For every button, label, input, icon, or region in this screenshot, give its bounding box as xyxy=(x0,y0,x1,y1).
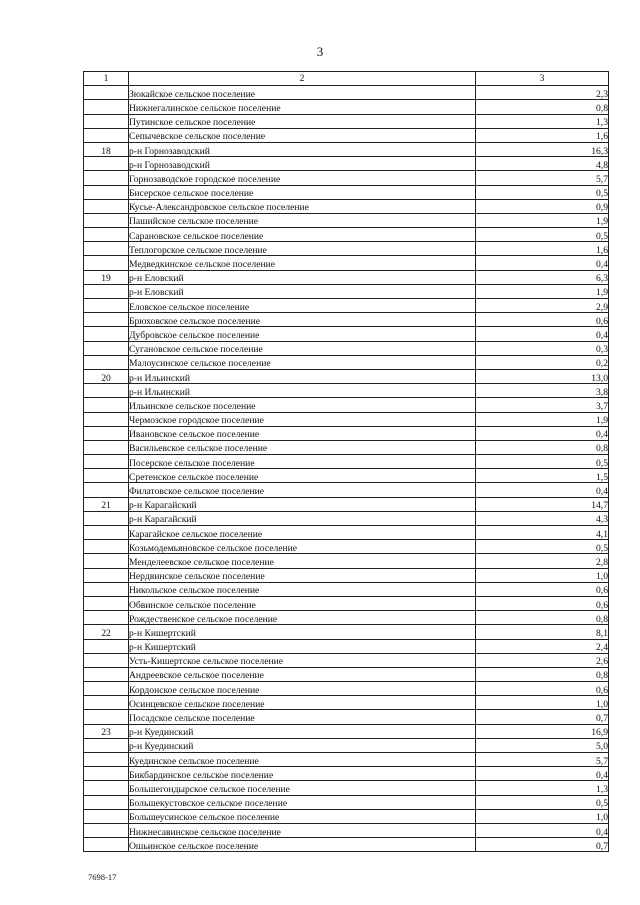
row-value: 2,6 xyxy=(476,653,609,667)
row-value: 0,4 xyxy=(476,483,609,497)
table-row xyxy=(84,809,609,823)
table-row xyxy=(84,625,609,639)
row-name: Брюховское сельское поселение xyxy=(129,313,476,327)
table-row xyxy=(84,412,609,426)
table-row xyxy=(84,823,609,837)
table-row xyxy=(84,114,609,128)
table-row xyxy=(84,753,609,767)
row-name: Теплогорское сельское поселение xyxy=(129,242,476,256)
row-number xyxy=(84,412,129,426)
row-number xyxy=(84,440,129,454)
table-row xyxy=(84,384,609,398)
row-number xyxy=(84,511,129,525)
table-row xyxy=(84,157,609,171)
row-name: Сарановское сельское поселение xyxy=(129,228,476,242)
row-value: 2,9 xyxy=(476,299,609,313)
row-name: Большегондырское сельское поселение xyxy=(129,781,476,795)
row-value: 16,3 xyxy=(476,142,609,156)
table-row xyxy=(84,440,609,454)
page-number: 3 xyxy=(316,44,324,59)
row-value: 0,8 xyxy=(476,440,609,454)
row-number xyxy=(84,838,129,852)
row-value: 5,7 xyxy=(476,753,609,767)
row-value: 6,3 xyxy=(476,270,609,284)
row-value: 1,9 xyxy=(476,412,609,426)
row-value: 1,0 xyxy=(476,696,609,710)
row-number xyxy=(84,299,129,313)
table-row xyxy=(84,795,609,809)
row-number xyxy=(84,781,129,795)
row-number: 18 xyxy=(84,142,129,156)
row-value: 0,6 xyxy=(476,313,609,327)
row-number xyxy=(84,596,129,610)
table-row xyxy=(84,511,609,525)
row-name: Никольское сельское поселение xyxy=(129,582,476,596)
row-value: 1,3 xyxy=(476,114,609,128)
row-value: 0,3 xyxy=(476,341,609,355)
row-name: Ошьинское сельское поселение xyxy=(129,838,476,852)
table-body xyxy=(84,72,609,852)
row-number xyxy=(84,611,129,625)
table-row xyxy=(84,653,609,667)
row-number xyxy=(84,100,129,114)
row-number xyxy=(84,568,129,582)
row-name: Филатовское сельское поселение xyxy=(129,483,476,497)
table-row xyxy=(84,213,609,227)
row-name: Васильевское сельское поселение xyxy=(129,440,476,454)
row-name: Горнозаводское городское поселение xyxy=(129,171,476,185)
row-number xyxy=(84,809,129,823)
row-number xyxy=(84,653,129,667)
row-value: 0,8 xyxy=(476,667,609,681)
row-number xyxy=(84,86,129,100)
table-row xyxy=(84,398,609,412)
header-col-3: 3 xyxy=(476,72,609,86)
row-value: 2,8 xyxy=(476,554,609,568)
row-number xyxy=(84,554,129,568)
table-row xyxy=(84,199,609,213)
row-value: 1,9 xyxy=(476,284,609,298)
row-value: 1,6 xyxy=(476,242,609,256)
row-name: р-н Горнозаводский xyxy=(129,142,476,156)
row-number xyxy=(84,327,129,341)
header-col-1: 1 xyxy=(84,72,129,86)
row-number xyxy=(84,767,129,781)
row-name: Еловское сельское поселение xyxy=(129,299,476,313)
table-row xyxy=(84,341,609,355)
table-row xyxy=(84,781,609,795)
row-value: 13,0 xyxy=(476,369,609,383)
row-number xyxy=(84,157,129,171)
row-number: 19 xyxy=(84,270,129,284)
row-name: Сретенское сельское поселение xyxy=(129,469,476,483)
table-row xyxy=(84,497,609,511)
row-name: р-н Ильинский xyxy=(129,384,476,398)
row-number: 20 xyxy=(84,369,129,383)
row-value: 1,0 xyxy=(476,568,609,582)
row-name: Сепычевское сельское поселение xyxy=(129,128,476,142)
row-name: р-н Ильинский xyxy=(129,369,476,383)
row-value: 0,5 xyxy=(476,228,609,242)
table-row xyxy=(84,554,609,568)
table-row xyxy=(84,256,609,270)
row-name: Бисерское сельское поселение xyxy=(129,185,476,199)
table-header-row xyxy=(84,72,609,86)
row-number xyxy=(84,114,129,128)
row-number xyxy=(84,398,129,412)
row-name: р-н Горнозаводский xyxy=(129,157,476,171)
table-row xyxy=(84,299,609,313)
row-value: 14,7 xyxy=(476,497,609,511)
table-row xyxy=(84,838,609,852)
row-number xyxy=(84,185,129,199)
table-row xyxy=(84,313,609,327)
row-number: 23 xyxy=(84,724,129,738)
row-value: 3,7 xyxy=(476,398,609,412)
table-row xyxy=(84,185,609,199)
row-name: Бикбардинское сельское поселение xyxy=(129,767,476,781)
table-row xyxy=(84,682,609,696)
table-row xyxy=(84,100,609,114)
header-col-2: 2 xyxy=(129,72,476,86)
table-row xyxy=(84,426,609,440)
row-value: 0,4 xyxy=(476,823,609,837)
row-name: Чермозское городское поселение xyxy=(129,412,476,426)
data-table xyxy=(83,71,609,852)
table-row xyxy=(84,327,609,341)
row-value: 0,5 xyxy=(476,795,609,809)
row-value: 16,9 xyxy=(476,724,609,738)
row-number: 22 xyxy=(84,625,129,639)
row-value: 0,5 xyxy=(476,185,609,199)
row-number xyxy=(84,213,129,227)
row-name: Обвинское сельское поселение xyxy=(129,596,476,610)
table-row xyxy=(84,767,609,781)
row-name: Дубровское сельское поселение xyxy=(129,327,476,341)
row-name: р-н Кишертский xyxy=(129,625,476,639)
table-row xyxy=(84,568,609,582)
row-value: 0,4 xyxy=(476,256,609,270)
row-value: 0,6 xyxy=(476,596,609,610)
row-number xyxy=(84,540,129,554)
row-number xyxy=(84,753,129,767)
table-row xyxy=(84,242,609,256)
row-name: Сугановское сельское поселение xyxy=(129,341,476,355)
row-value: 0,6 xyxy=(476,582,609,596)
table-row xyxy=(84,596,609,610)
row-number xyxy=(84,284,129,298)
row-name: Куединское сельское поселение xyxy=(129,753,476,767)
row-number xyxy=(84,242,129,256)
row-name: р-н Карагайский xyxy=(129,511,476,525)
row-name: Кордонское сельское поселение xyxy=(129,682,476,696)
row-number xyxy=(84,469,129,483)
row-value: 0,4 xyxy=(476,426,609,440)
row-name: Посерское сельское поселение xyxy=(129,455,476,469)
row-number xyxy=(84,795,129,809)
table-row xyxy=(84,611,609,625)
row-number xyxy=(84,682,129,696)
row-name: Пашийское сельское поселение xyxy=(129,213,476,227)
row-number xyxy=(84,823,129,837)
row-name: Кусье-Александровское сельское поселение xyxy=(129,199,476,213)
row-number xyxy=(84,341,129,355)
table-row xyxy=(84,724,609,738)
row-name: Осинцевское сельское поселение xyxy=(129,696,476,710)
table-row xyxy=(84,142,609,156)
row-value: 1,6 xyxy=(476,128,609,142)
row-value: 4,8 xyxy=(476,157,609,171)
row-value: 0,7 xyxy=(476,710,609,724)
row-number xyxy=(84,483,129,497)
row-number xyxy=(84,228,129,242)
row-name: Большекустовское сельское поселение xyxy=(129,795,476,809)
table-row xyxy=(84,171,609,185)
row-name: Медведкинское сельское поселение xyxy=(129,256,476,270)
table-row xyxy=(84,483,609,497)
row-value: 0,2 xyxy=(476,355,609,369)
table-row xyxy=(84,455,609,469)
table-row xyxy=(84,667,609,681)
row-value: 5,0 xyxy=(476,738,609,752)
row-value: 1,0 xyxy=(476,809,609,823)
table-row xyxy=(84,128,609,142)
row-number xyxy=(84,667,129,681)
table-row xyxy=(84,469,609,483)
row-value: 3,8 xyxy=(476,384,609,398)
row-value: 0,5 xyxy=(476,455,609,469)
row-value: 2,3 xyxy=(476,86,609,100)
row-name: р-н Кишертский xyxy=(129,639,476,653)
row-value: 2,4 xyxy=(476,639,609,653)
row-value: 0,8 xyxy=(476,611,609,625)
row-name: Нижнегалинское сельское поселение xyxy=(129,100,476,114)
row-name: Нижнесавинское сельское поселение xyxy=(129,823,476,837)
row-name: Усть-Кишертское сельское поселение xyxy=(129,653,476,667)
table-row xyxy=(84,696,609,710)
row-name: р-н Куединский xyxy=(129,724,476,738)
row-number xyxy=(84,128,129,142)
row-name: Рождественское сельское поселение xyxy=(129,611,476,625)
row-number xyxy=(84,384,129,398)
row-number xyxy=(84,313,129,327)
row-number xyxy=(84,455,129,469)
row-name: Ивановское сельское поселение xyxy=(129,426,476,440)
row-number xyxy=(84,171,129,185)
row-name: Зюкайское сельское поселение xyxy=(129,86,476,100)
row-number xyxy=(84,738,129,752)
row-name: Малоусинское сельское поселение xyxy=(129,355,476,369)
row-name: р-н Еловский xyxy=(129,270,476,284)
row-name: р-н Карагайский xyxy=(129,497,476,511)
row-name: Нердвинское сельское поселение xyxy=(129,568,476,582)
table-row xyxy=(84,710,609,724)
row-value: 0,6 xyxy=(476,682,609,696)
row-name: Андреевское сельское поселение xyxy=(129,667,476,681)
row-value: 0,4 xyxy=(476,767,609,781)
row-number xyxy=(84,526,129,540)
table-row xyxy=(84,369,609,383)
row-name: Ильинское сельское поселение xyxy=(129,398,476,412)
row-name: Карагайское сельское поселение xyxy=(129,526,476,540)
row-name: Путинское сельское поселение xyxy=(129,114,476,128)
table-row xyxy=(84,738,609,752)
row-name: Большеусинское сельское поселение xyxy=(129,809,476,823)
table-row xyxy=(84,284,609,298)
table-row xyxy=(84,228,609,242)
row-value: 5,7 xyxy=(476,171,609,185)
row-value: 0,9 xyxy=(476,199,609,213)
row-name: Посадское сельское поселение xyxy=(129,710,476,724)
row-number xyxy=(84,256,129,270)
table-row xyxy=(84,355,609,369)
row-value: 4,1 xyxy=(476,526,609,540)
row-value: 0,4 xyxy=(476,327,609,341)
row-value: 1,3 xyxy=(476,781,609,795)
row-value: 0,8 xyxy=(476,100,609,114)
row-number xyxy=(84,355,129,369)
row-name: Менделеевское сельское поселение xyxy=(129,554,476,568)
row-value: 1,9 xyxy=(476,213,609,227)
row-number xyxy=(84,696,129,710)
row-name: р-н Куединский xyxy=(129,738,476,752)
footer-document-code: 7698-17 xyxy=(88,872,117,882)
table-row xyxy=(84,86,609,100)
row-value: 0,7 xyxy=(476,838,609,852)
row-number xyxy=(84,710,129,724)
row-value: 8,1 xyxy=(476,625,609,639)
row-number xyxy=(84,426,129,440)
table-row xyxy=(84,526,609,540)
row-number xyxy=(84,582,129,596)
row-value: 4,3 xyxy=(476,511,609,525)
row-number xyxy=(84,199,129,213)
row-number xyxy=(84,639,129,653)
table-row xyxy=(84,540,609,554)
row-value: 1,5 xyxy=(476,469,609,483)
table-row xyxy=(84,582,609,596)
row-name: Козьмодемьяновское сельское поселение xyxy=(129,540,476,554)
row-value: 0,5 xyxy=(476,540,609,554)
table-row xyxy=(84,639,609,653)
table-row xyxy=(84,270,609,284)
row-name: р-н Еловский xyxy=(129,284,476,298)
row-number: 21 xyxy=(84,497,129,511)
